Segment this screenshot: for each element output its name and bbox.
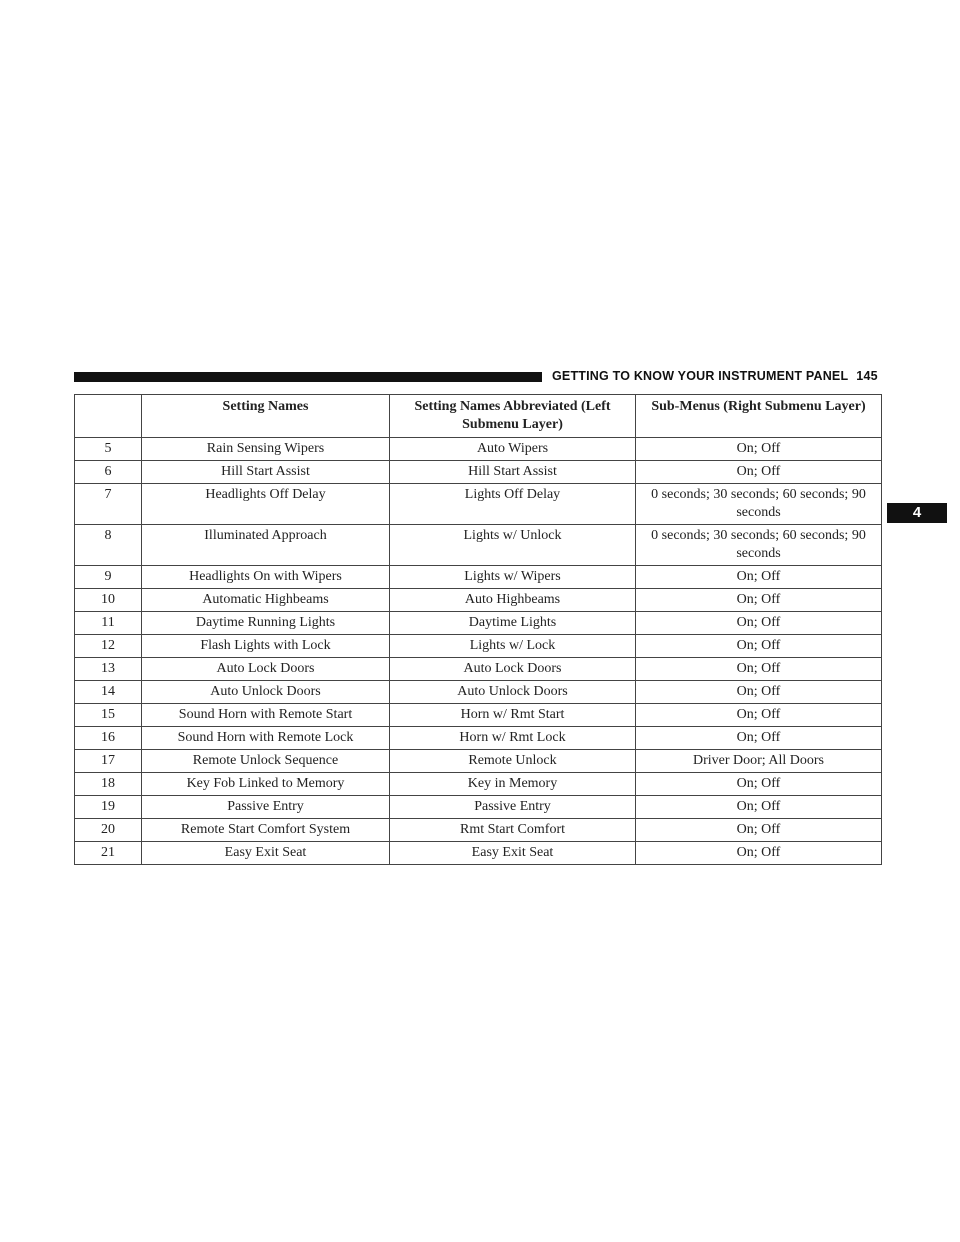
column-header-number (75, 395, 142, 438)
cell-number: 21 (75, 842, 142, 865)
cell-abbreviated: Lights w/ Unlock (390, 525, 636, 566)
cell-number: 7 (75, 484, 142, 525)
cell-setting-name: Rain Sensing Wipers (142, 438, 390, 461)
running-header (552, 369, 878, 383)
cell-number: 10 (75, 589, 142, 612)
header-row (75, 395, 882, 438)
cell-number: 9 (75, 566, 142, 589)
cell-number: 5 (75, 438, 142, 461)
cell-number: 8 (75, 525, 142, 566)
header-rule (74, 372, 542, 382)
column-header-setting-names: Setting Names (142, 395, 390, 438)
cell-setting-name: Sound Horn with Remote Start (142, 704, 390, 727)
cell-setting-name: Automatic Highbeams (142, 589, 390, 612)
page-number: 145 (856, 369, 878, 383)
cell-number: 18 (75, 773, 142, 796)
cell-sub-menu: 0 seconds; 30 seconds; 60 seconds; 90 seconds (636, 484, 882, 525)
table-row (75, 589, 882, 612)
cell-setting-name: Easy Exit Seat (142, 842, 390, 865)
cell-abbreviated: Passive Entry (390, 796, 636, 819)
cell-setting-name: Hill Start Assist (142, 461, 390, 484)
cell-abbreviated: Key in Memory (390, 773, 636, 796)
cell-sub-menu: On; Off (636, 796, 882, 819)
table-header (75, 395, 882, 438)
cell-sub-menu: On; Off (636, 773, 882, 796)
cell-number: 19 (75, 796, 142, 819)
cell-number: 13 (75, 658, 142, 681)
cell-sub-menu: On; Off (636, 704, 882, 727)
table-body (75, 438, 882, 865)
cell-number: 11 (75, 612, 142, 635)
column-header-abbreviated: Setting Names Abbreviated (Left Submenu Layer) (390, 395, 636, 438)
table-row (75, 842, 882, 865)
cell-sub-menu: 0 seconds; 30 seconds; 60 seconds; 90 seconds (636, 525, 882, 566)
cell-setting-name: Passive Entry (142, 796, 390, 819)
cell-sub-menu: On; Off (636, 566, 882, 589)
cell-sub-menu: On; Off (636, 819, 882, 842)
cell-setting-name: Illuminated Approach (142, 525, 390, 566)
settings-table (74, 394, 882, 865)
cell-number: 17 (75, 750, 142, 773)
table-row (75, 796, 882, 819)
cell-setting-name: Headlights Off Delay (142, 484, 390, 525)
cell-abbreviated: Auto Unlock Doors (390, 681, 636, 704)
table-row (75, 566, 882, 589)
cell-sub-menu: On; Off (636, 635, 882, 658)
cell-sub-menu: On; Off (636, 461, 882, 484)
cell-number: 15 (75, 704, 142, 727)
cell-number: 12 (75, 635, 142, 658)
cell-setting-name: Auto Unlock Doors (142, 681, 390, 704)
cell-number: 16 (75, 727, 142, 750)
cell-abbreviated: Auto Lock Doors (390, 658, 636, 681)
table-row (75, 819, 882, 842)
cell-abbreviated: Auto Highbeams (390, 589, 636, 612)
cell-abbreviated: Remote Unlock (390, 750, 636, 773)
cell-abbreviated: Lights Off Delay (390, 484, 636, 525)
table-row (75, 612, 882, 635)
cell-abbreviated: Daytime Lights (390, 612, 636, 635)
cell-abbreviated: Easy Exit Seat (390, 842, 636, 865)
cell-abbreviated: Auto Wipers (390, 438, 636, 461)
cell-abbreviated: Hill Start Assist (390, 461, 636, 484)
section-title: GETTING TO KNOW YOUR INSTRUMENT PANEL (552, 369, 849, 383)
cell-number: 6 (75, 461, 142, 484)
cell-sub-menu: On; Off (636, 438, 882, 461)
cell-abbreviated: Horn w/ Rmt Start (390, 704, 636, 727)
table-row (75, 750, 882, 773)
cell-number: 20 (75, 819, 142, 842)
cell-sub-menu: On; Off (636, 681, 882, 704)
cell-setting-name: Remote Unlock Sequence (142, 750, 390, 773)
cell-setting-name: Key Fob Linked to Memory (142, 773, 390, 796)
cell-sub-menu: On; Off (636, 842, 882, 865)
table-row (75, 525, 882, 566)
cell-abbreviated: Lights w/ Lock (390, 635, 636, 658)
cell-setting-name: Sound Horn with Remote Lock (142, 727, 390, 750)
cell-abbreviated: Rmt Start Comfort (390, 819, 636, 842)
cell-sub-menu: On; Off (636, 658, 882, 681)
table-row (75, 681, 882, 704)
column-header-sub-menus: Sub-Menus (Right Submenu Layer) (636, 395, 882, 438)
table-row (75, 773, 882, 796)
table-row (75, 704, 882, 727)
cell-setting-name: Flash Lights with Lock (142, 635, 390, 658)
table-row (75, 635, 882, 658)
table-row (75, 658, 882, 681)
cell-setting-name: Remote Start Comfort System (142, 819, 390, 842)
cell-sub-menu: On; Off (636, 612, 882, 635)
cell-abbreviated: Horn w/ Rmt Lock (390, 727, 636, 750)
table-row (75, 461, 882, 484)
cell-setting-name: Daytime Running Lights (142, 612, 390, 635)
table-row (75, 484, 882, 525)
cell-setting-name: Headlights On with Wipers (142, 566, 390, 589)
cell-sub-menu: On; Off (636, 727, 882, 750)
chapter-tab: 4 (887, 503, 947, 523)
cell-number: 14 (75, 681, 142, 704)
table-row (75, 727, 882, 750)
cell-setting-name: Auto Lock Doors (142, 658, 390, 681)
table-row (75, 438, 882, 461)
cell-sub-menu: Driver Door; All Doors (636, 750, 882, 773)
cell-abbreviated: Lights w/ Wipers (390, 566, 636, 589)
cell-sub-menu: On; Off (636, 589, 882, 612)
